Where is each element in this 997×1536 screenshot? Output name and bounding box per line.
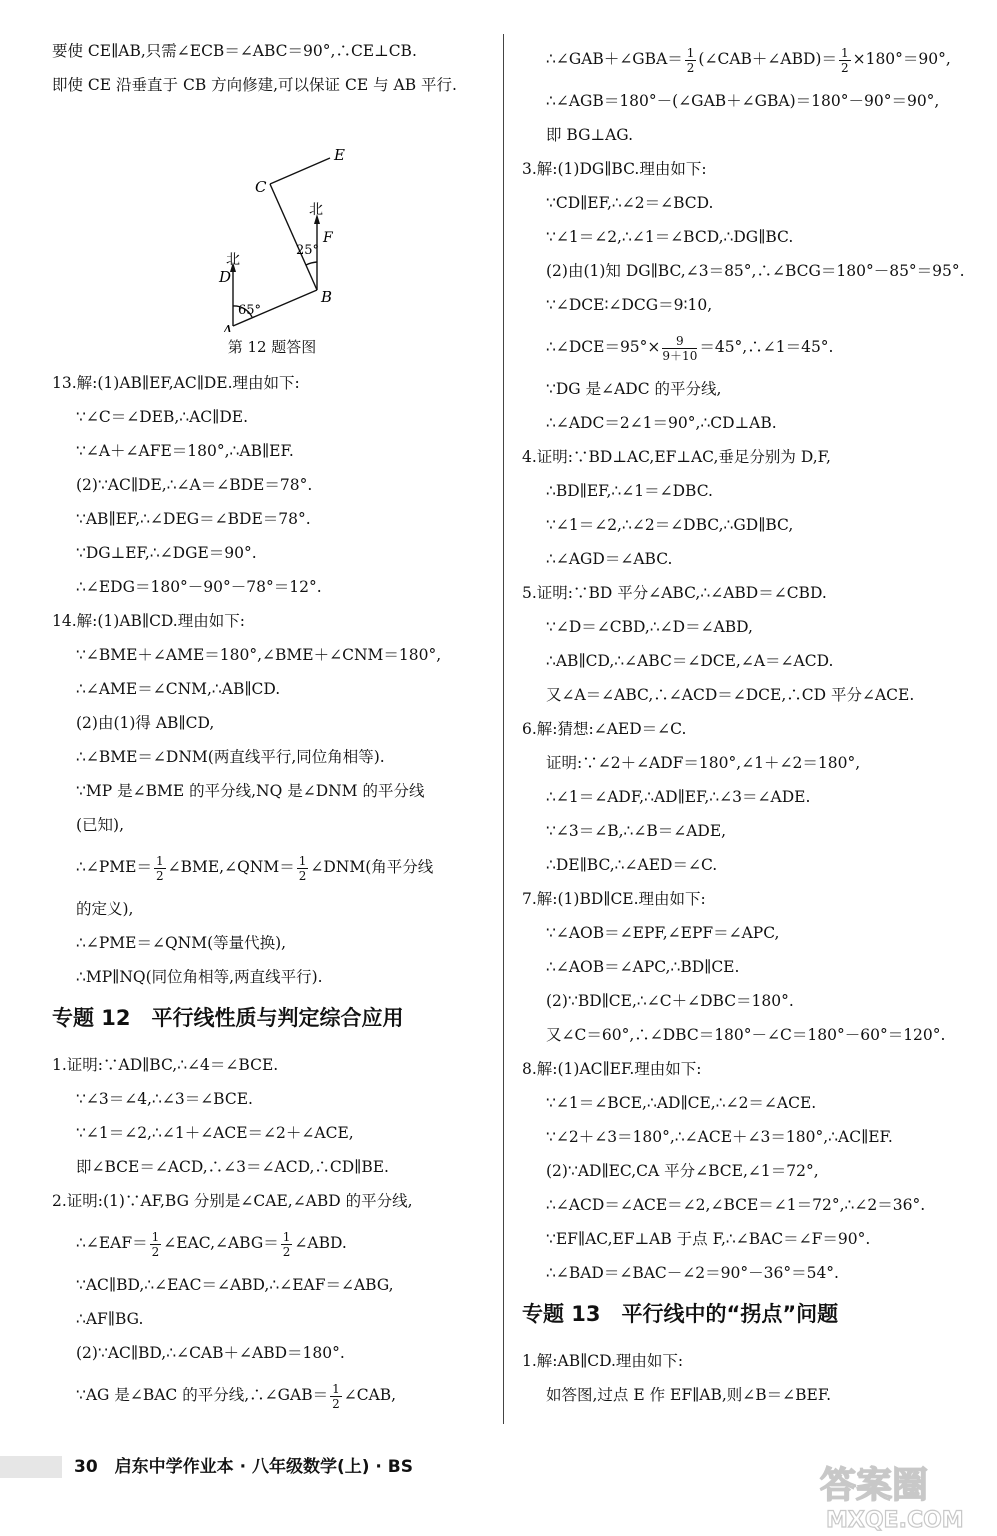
text-line: ∴∠EDG＝180°－90°－78°＝12°. xyxy=(76,578,322,596)
label-D: D xyxy=(219,268,232,286)
text-line: ∴∠AME＝∠CNM,∴AB∥CD. xyxy=(76,680,281,698)
fraction-line: ∵AG 是∠BAC 的平分线,∴∠GAB＝ $\frac{1}{2}$ ∠CAB, xyxy=(76,1381,397,1411)
text-line: (2)由(1)知 DG∥BC,∠3＝85°,∴∠BCG＝180°－85°＝95°. xyxy=(546,262,965,280)
text-line: 的定义), xyxy=(76,900,134,918)
text-line: 1.证明:∵AD∥BC,∴∠4＝∠BCE. xyxy=(52,1056,279,1074)
text-line: 3.解:(1)DG∥BC.理由如下: xyxy=(522,160,707,178)
svg-text:MXQE.COM: MXQE.COM xyxy=(826,1508,964,1533)
figure-12 xyxy=(52,102,492,332)
text-line: ∵∠1＝∠2,∴∠1＋∠ACE＝∠2＋∠ACE, xyxy=(76,1124,354,1142)
fraction: $\frac{1}{2}$ xyxy=(332,1381,340,1411)
section-heading: 专题 12 平行线性质与判定综合应用 xyxy=(52,1006,404,1030)
text-line: ∵DG⊥EF,∴∠DGE＝90°. xyxy=(76,544,257,562)
fraction-line: ∴∠DCE＝95°× $\frac{9}{9+10}$ ＝45°,∴∠1＝45°. xyxy=(546,333,834,363)
text-line: (2)∵AC∥DE,∴∠A＝∠BDE＝78°. xyxy=(76,476,313,494)
fraction-line: ∴∠EAF＝ $\frac{1}{2}$ ∠EAC,∠ABG＝ $\frac{1}{2}$ ∠ABD. xyxy=(76,1229,347,1259)
text-line: ∵∠BME＋∠AME＝180°,∠BME＋∠CNM＝180°, xyxy=(76,646,442,664)
bearing-diagram xyxy=(52,102,492,332)
fraction-line: ∴∠GAB＋∠GBA＝ $\frac{1}{2}$ (∠CAB＋∠ABD)＝ $\frac{1}{2}$ ×180°＝90°, xyxy=(546,45,951,75)
text-line: ∴DE∥BC,∴∠AED＝∠C. xyxy=(546,856,718,874)
footer-text: 30 启东中学作业本 · 八年级数学(上) · BS xyxy=(74,1457,413,1477)
text-line: (2)由(1)得 AB∥CD, xyxy=(76,714,215,732)
text-line: 如答图,过点 E 作 EF∥AB,则∠B＝∠BEF. xyxy=(546,1386,832,1404)
text-line: ∵∠3＝∠B,∴∠B＝∠ADE, xyxy=(546,822,727,840)
label-E: E xyxy=(334,146,345,164)
text-line: ∴∠AOB＝∠APC,∴BD∥CE. xyxy=(546,958,740,976)
section-heading: 专题 13 平行线中的“拐点”问题 xyxy=(522,1302,839,1326)
text-line: (2)∵AD∥EC,CA 平分∠BCE,∠1＝72°, xyxy=(546,1162,819,1180)
text-line: ∴∠BAD＝∠BAC－∠2＝90°－36°＝54°. xyxy=(546,1264,839,1282)
text-line: ∴∠ADC＝2∠1＝90°,∴CD⊥AB. xyxy=(546,414,777,432)
text-line: ∴MP∥NQ(同位角相等,两直线平行). xyxy=(76,968,323,986)
text-line: ∵∠AOB＝∠EPF,∠EPF＝∠APC, xyxy=(546,924,780,942)
left-column xyxy=(52,34,492,1420)
right-column xyxy=(522,34,972,1412)
text-line: (2)∵AC∥BD,∴∠CAB＋∠ABD＝180°. xyxy=(76,1344,345,1362)
text-line: ∵AC∥BD,∴∠EAC＝∠ABD,∴∠EAF＝∠ABG, xyxy=(76,1276,394,1294)
fraction: $\frac{1}{2}$ xyxy=(282,1229,291,1259)
text-line: ∵∠1＝∠2,∴∠2＝∠DBC,∴GD∥BC, xyxy=(546,516,794,534)
text-line: 13.解:(1)AB∥EF,AC∥DE.理由如下: xyxy=(52,374,300,392)
text-line: ∴∠ACD＝∠ACE＝∠2,∠BCE＝∠1＝72°,∴∠2＝36°. xyxy=(546,1196,926,1214)
text-line: ∵∠A＋∠AFE＝180°,∴AB∥EF. xyxy=(76,442,294,460)
label-F: F xyxy=(323,230,333,246)
north-label-2: 北 xyxy=(309,202,323,218)
text-line: ∵AB∥EF,∴∠DEG＝∠BDE＝78°. xyxy=(76,510,311,528)
footer-bar xyxy=(0,1456,62,1478)
fraction: $\frac{1}{2}$ xyxy=(686,45,695,75)
text-line: 又∠C＝60°,∴∠DBC＝180°－∠C＝180°－60°＝120°. xyxy=(546,1026,946,1044)
fraction: $\frac{1}{2}$ xyxy=(840,45,849,75)
text-line: ∵∠C＝∠DEB,∴AC∥DE. xyxy=(76,408,248,426)
text-line: 即 BG⊥AG. xyxy=(546,126,634,144)
text-line: ∵∠DCE∶∠DCG＝9∶10, xyxy=(546,296,713,314)
angle-25-label: 25° xyxy=(296,243,320,258)
column-divider xyxy=(503,34,504,1424)
fraction: $\frac{1}{2}$ xyxy=(298,853,307,883)
svg-text:答案圈: 答案圈 xyxy=(820,1465,929,1506)
text-line: 1.解:AB∥CD.理由如下: xyxy=(522,1352,684,1370)
text-line: (2)∵BD∥CE,∴∠C＋∠DBC＝180°. xyxy=(546,992,794,1010)
fraction: $\frac{9}{9+10}$ xyxy=(662,333,698,363)
text-line: ∴BD∥EF,∴∠1＝∠DBC. xyxy=(546,482,713,500)
text-line: ∵EF∥AC,EF⊥AB 于点 F,∴∠BAC＝∠F＝90°. xyxy=(546,1230,871,1248)
fraction: $\frac{1}{2}$ xyxy=(155,853,164,883)
fraction-line: ∴∠PME＝ $\frac{1}{2}$ ∠BME,∠QNM＝ $\frac{1}{2}$ ∠DNM(角平分线 xyxy=(76,853,434,883)
north-label-1: 北 xyxy=(226,252,240,268)
text-line: 证明:∵∠2＋∠ADF＝180°,∠1＋∠2＝180°, xyxy=(546,754,861,772)
text-line: (已知), xyxy=(76,816,125,834)
text-line: 又∠A＝∠ABC,∴∠ACD＝∠DCE,∴CD 平分∠ACE. xyxy=(546,686,915,704)
text-line: ∴∠1＝∠ADF,∴AD∥EF,∴∠3＝∠ADE. xyxy=(546,788,811,806)
text-line: ∴AB∥CD,∴∠ABC＝∠DCE,∠A＝∠ACD. xyxy=(546,652,834,670)
text-line: ∵DG 是∠ADC 的平分线, xyxy=(546,380,722,398)
text-line: ∵∠1＝∠2,∴∠1＝∠BCD,∴DG∥BC. xyxy=(546,228,794,246)
text-line: 即使 CE 沿垂直于 CB 方向修建,可以保证 CE 与 AB 平行. xyxy=(52,76,457,94)
text-line: 要使 CE∥AB,只需∠ECB＝∠ABC＝90°,∴CE⊥CB. xyxy=(52,42,417,60)
fraction: $\frac{1}{2}$ xyxy=(151,1229,160,1259)
text-line: ∴∠BME＝∠DNM(两直线平行,同位角相等). xyxy=(76,748,385,766)
text-line: ∵CD∥EF,∴∠2＝∠BCD. xyxy=(546,194,714,212)
text-line: ∵∠1＝∠BCE,∴AD∥CE,∴∠2＝∠ACE. xyxy=(546,1094,817,1112)
angle-65-label: 65° xyxy=(238,303,262,318)
text-line: ∵MP 是∠BME 的平分线,NQ 是∠DNM 的平分线 xyxy=(76,782,425,800)
text-line: 8.解:(1)AC∥EF.理由如下: xyxy=(522,1060,702,1078)
text-line: 即∠BCE＝∠ACD,∴∠3＝∠ACD,∴CD∥BE. xyxy=(76,1158,389,1176)
label-B: B xyxy=(321,288,333,306)
text-line: ∵∠2＋∠3＝180°,∴∠ACE＋∠3＝180°,∴AC∥EF. xyxy=(546,1128,893,1146)
watermark-logo xyxy=(800,1455,990,1535)
text-line: 2.证明:(1)∵AF,BG 分别是∠CAE,∠ABD 的平分线, xyxy=(52,1192,413,1210)
text-line: ∴∠PME＝∠QNM(等量代换), xyxy=(76,934,287,952)
text-line: ∴∠AGD＝∠ABC. xyxy=(546,550,673,568)
text-line: 5.证明:∵BD 平分∠ABC,∴∠ABD＝∠CBD. xyxy=(522,584,827,602)
figure-caption: 第 12 题答图 xyxy=(227,338,317,356)
label-A: A xyxy=(222,322,233,332)
text-line: 4.证明:∵BD⊥AC,EF⊥AC,垂足分别为 D,F, xyxy=(522,448,831,466)
text-line: ∵∠3＝∠4,∴∠3＝∠BCE. xyxy=(76,1090,253,1108)
text-line: ∴AF∥BG. xyxy=(76,1310,144,1328)
text-line: ∴∠AGB＝180°－(∠GAB＋∠GBA)＝180°－90°＝90°, xyxy=(546,92,940,110)
text-line: ∵∠D＝∠CBD,∴∠D＝∠ABD, xyxy=(546,618,753,636)
text-line: 6.解:猜想:∠AED＝∠C. xyxy=(522,720,687,738)
text-line: 7.解:(1)BD∥CE.理由如下: xyxy=(522,890,706,908)
text-line: 14.解:(1)AB∥CD.理由如下: xyxy=(52,612,245,630)
label-C: C xyxy=(255,178,267,196)
